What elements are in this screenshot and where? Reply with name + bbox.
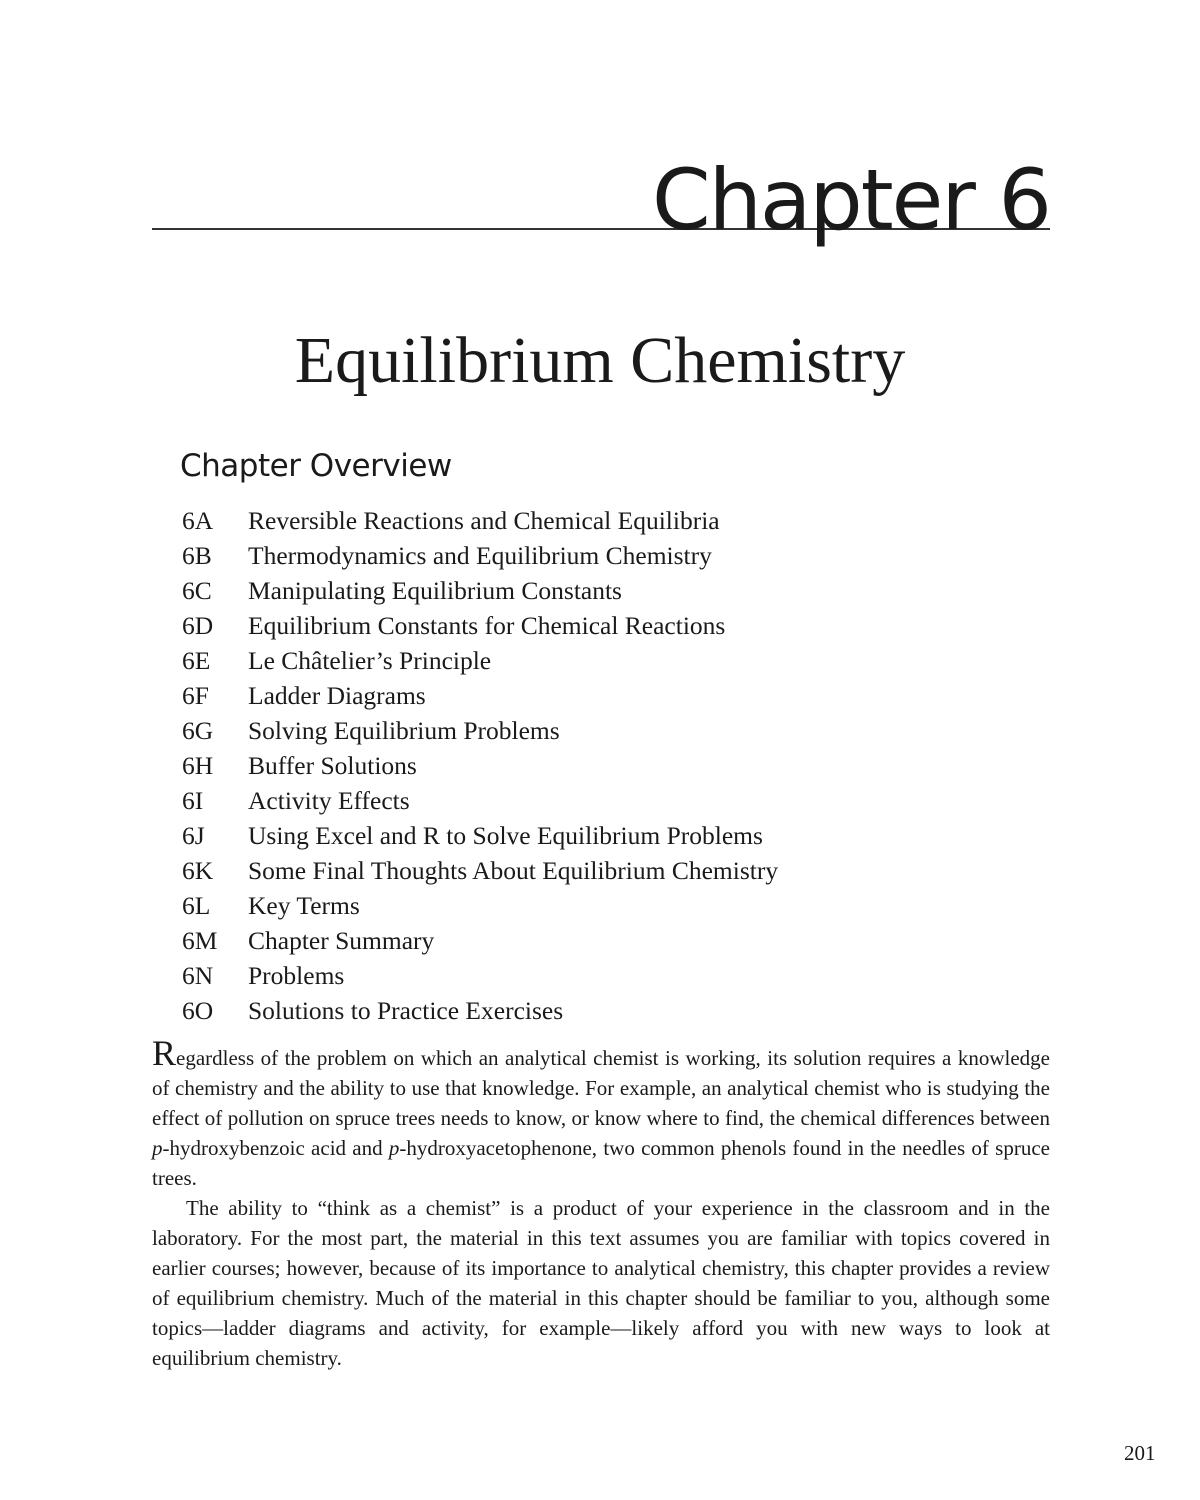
paragraph-text: -hydroxybenzoic acid and (162, 1136, 389, 1160)
toc-item-code: 6D (182, 611, 214, 640)
drop-cap: R (152, 1033, 177, 1073)
toc-item-title: Some Final Thoughts About Equilibrium Chemistry (248, 856, 779, 885)
toc-item-code: 6I (182, 786, 204, 815)
body-paragraph-intro (152, 1033, 1050, 1193)
toc-item (182, 748, 778, 783)
toc-item (182, 818, 778, 853)
chapter-header (152, 140, 1050, 249)
toc-item-title: Reversible Reactions and Chemical Equilibria (248, 506, 720, 535)
chapter-title: Equilibrium Chemistry (294, 324, 906, 397)
toc-item-title: Solutions to Practice Exercises (248, 996, 564, 1025)
chapter-body (152, 1033, 1050, 1373)
chapter-overview-list (182, 503, 778, 1028)
toc-item-title: Activity Effects (248, 786, 410, 815)
toc-item (182, 993, 778, 1028)
toc-item-code: 6L (182, 891, 211, 920)
overview-heading: Chapter Overview (180, 448, 452, 484)
toc-item-title: Manipulating Equilibrium Constants (248, 576, 622, 605)
page-number: 201 (1124, 1441, 1156, 1465)
toc-item-code: 6G (182, 716, 214, 745)
toc-item-title: Using Excel and R to Solve Equilibrium Problems (248, 821, 763, 850)
toc-item-title: Equilibrium Constants for Chemical Reactions (248, 611, 726, 640)
paragraph-text: -hydroxyacetophenone, two common phenols found in the needles of spruce trees. (152, 1136, 1050, 1190)
body-paragraph-second: The ability to “think as a chemist” is a product of your experience in the classroom and in the laboratory. For the most part, the material in this text assumes you are familiar with topics covered in earlier courses; however, because of its importance to analytical chemistry, this chapter provides a review of equilibrium chemistry. Much of the material in this chapter should be familiar to you, although some topics—ladder diagrams and activity, for example—likely afford you with new ways to look at equilibrium chemistry. (152, 1196, 1050, 1370)
toc-item (182, 783, 778, 818)
toc-item-code: 6O (182, 996, 214, 1025)
toc-item (182, 678, 778, 713)
toc-item (182, 853, 778, 888)
toc-item (182, 503, 778, 538)
toc-item-code: 6K (182, 856, 214, 885)
toc-item (182, 573, 778, 608)
toc-item-code: 6H (182, 751, 214, 780)
toc-item-title: Buffer Solutions (248, 751, 417, 780)
italic-prefix: p (152, 1136, 163, 1160)
toc-item-title: Thermodynamics and Equilibrium Chemistry (248, 541, 712, 570)
toc-item-title: Solving Equilibrium Problems (248, 716, 560, 745)
toc-item-code: 6J (182, 821, 205, 850)
toc-item-code: 6E (182, 646, 211, 675)
toc-item-code: 6B (182, 541, 212, 570)
toc-item-code: 6F (182, 681, 209, 710)
toc-item-code: 6M (182, 926, 218, 955)
toc-item-code: 6A (182, 506, 214, 535)
italic-prefix: p (388, 1136, 400, 1160)
toc-item (182, 923, 778, 958)
toc-item (182, 958, 778, 993)
toc-item-title: Chapter Summary (248, 926, 435, 955)
toc-item-title: Ladder Diagrams (248, 681, 426, 710)
toc-item-title: Problems (248, 961, 345, 990)
toc-item-title: Key Terms (248, 891, 360, 920)
toc-item (182, 608, 778, 643)
toc-item-code: 6N (182, 961, 214, 990)
toc-item-code: 6C (182, 576, 212, 605)
toc-item (182, 643, 778, 678)
chapter-label: Chapter 6 (652, 151, 1050, 249)
toc-item (182, 713, 778, 748)
toc-item (182, 538, 778, 573)
paragraph-text: egardless of the problem on which an analytical chemist is working, its solution requires a knowledge of chemistry and the ability to use that knowledge. For example, an analytical chemist who is studying the effect of pollution on spruce trees needs to know, or know where to find, the chemical differences between (152, 1046, 1050, 1130)
toc-item (182, 888, 778, 923)
toc-item-title: Le Châtelier’s Principle (248, 646, 492, 675)
